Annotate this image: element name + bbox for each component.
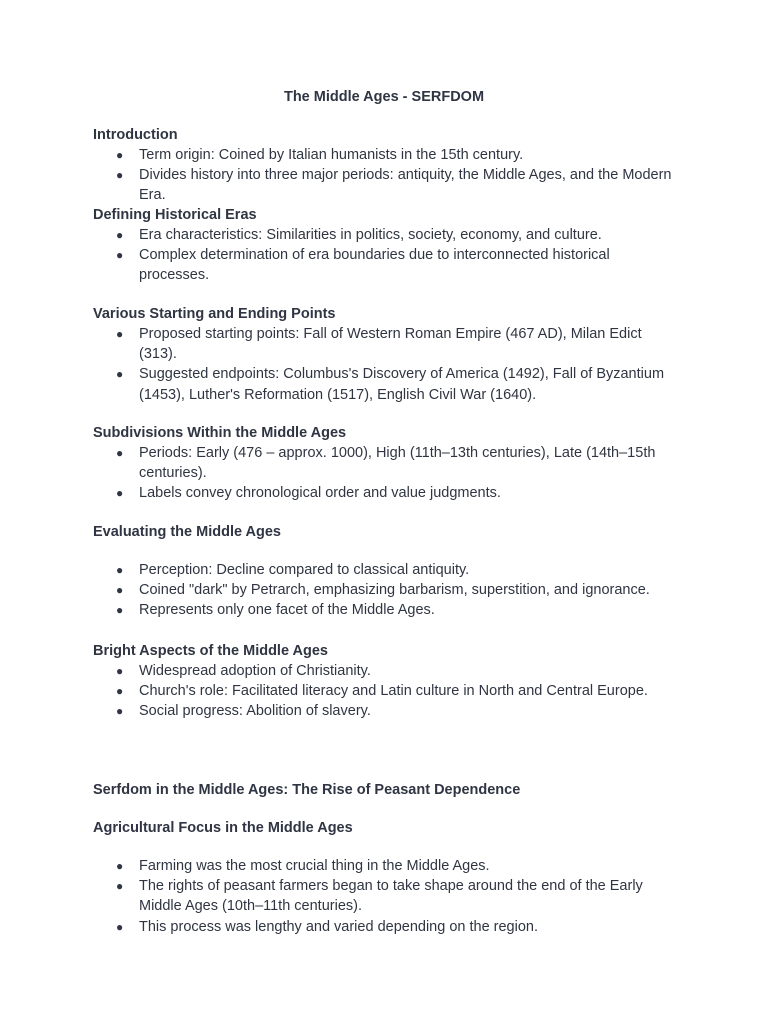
list-item xyxy=(0,876,768,916)
bullet-marker: ● xyxy=(116,664,124,678)
list-item-text: Labels convey chronological order and value judgments. xyxy=(139,485,501,502)
section-heading-introduction: Introduction xyxy=(93,127,178,143)
list-item-text: Term origin: Coined by Italian humanists in the 15th century. xyxy=(139,147,524,163)
list-item-text: This process was lengthy and varied depending on the region. xyxy=(139,918,539,935)
list-item-text: Era characteristics: Similarities in politics, society, economy, and culture. xyxy=(139,227,602,243)
bullet-marker: ● xyxy=(116,327,124,341)
list-item-text: Represents only one facet of the Middle Ages. xyxy=(139,602,435,619)
list-item xyxy=(0,145,768,165)
list-item xyxy=(0,661,768,681)
bullet-marker: ● xyxy=(116,583,124,598)
list-item xyxy=(0,483,768,503)
section-heading-serfdom: Serfdom in the Middle Ages: The Rise of Peasant Dependence xyxy=(93,782,521,798)
bullet-list-defining-eras xyxy=(0,225,768,286)
list-item xyxy=(0,917,768,937)
bullet-marker: ● xyxy=(116,859,124,873)
section-heading-start-end-points: Various Starting and Ending Points xyxy=(93,306,336,322)
section-heading-subdivisions: Subdivisions Within the Middle Ages xyxy=(93,425,347,441)
list-item xyxy=(0,324,768,364)
section-heading-bright-aspects: Bright Aspects of the Middle Ages xyxy=(93,643,328,659)
bullet-list-introduction xyxy=(0,145,768,206)
list-item xyxy=(0,580,768,600)
list-item xyxy=(0,701,768,721)
list-item xyxy=(0,245,768,285)
bullet-marker: ● xyxy=(116,919,124,934)
list-item xyxy=(0,364,768,404)
bullet-list-bright-aspects xyxy=(0,661,768,722)
bullet-marker: ● xyxy=(116,879,124,894)
list-item xyxy=(0,165,768,205)
section-heading-evaluating: Evaluating the Middle Ages xyxy=(93,524,281,540)
list-item-text: Farming was the most crucial thing in the Middle Ages. xyxy=(139,858,490,874)
list-item-text: Widespread adoption of Christianity. xyxy=(139,663,371,679)
bullet-list-start-end-points xyxy=(0,324,768,405)
list-item xyxy=(0,225,768,245)
list-item-text: The rights of peasant farmers began to take shape around the end of the Early Middle Ages (10th–11th centuries). xyxy=(139,878,643,915)
document-title: The Middle Ages - SERFDOM xyxy=(283,89,485,105)
list-item-text: Complex determination of era boundaries due to interconnected historical processes. xyxy=(139,247,610,284)
list-item-text: Coined "dark" by Petrarch, emphasizing barbarism, superstition, and ignorance. xyxy=(139,582,650,599)
list-item xyxy=(0,560,768,580)
list-item-text: Social progress: Abolition of slavery. xyxy=(139,703,371,720)
list-item xyxy=(0,600,768,620)
bullet-marker: ● xyxy=(116,704,124,719)
bullet-marker: ● xyxy=(116,367,124,382)
list-item-text: Church's role: Facilitated literacy and Latin culture in North and Central Europe. xyxy=(139,683,648,700)
list-item-text: Perception: Decline compared to classical antiquity. xyxy=(139,562,470,578)
bullet-marker: ● xyxy=(116,446,124,460)
bullet-list-agricultural-focus xyxy=(0,856,768,937)
bullet-list-subdivisions xyxy=(0,443,768,504)
bullet-marker: ● xyxy=(116,603,124,618)
section-heading-defining-eras: Defining Historical Eras xyxy=(93,207,257,223)
list-item-text: Suggested endpoints: Columbus's Discovery of America (1492), Fall of Byzantium (1453), Luther's Reformation (1517), English Civil War (1640). xyxy=(139,366,665,403)
list-item-text: Proposed starting points: Fall of Western Roman Empire (467 AD), Milan Edict (313). xyxy=(139,326,642,363)
bullet-marker: ● xyxy=(116,684,124,699)
bullet-marker: ● xyxy=(116,168,124,183)
list-item-text: Divides history into three major periods: antiquity, the Middle Ages, and the Modern Era. xyxy=(139,167,672,204)
bullet-marker: ● xyxy=(116,228,124,242)
bullet-list-evaluating xyxy=(0,560,768,621)
bullet-marker: ● xyxy=(116,148,124,162)
list-item xyxy=(0,856,768,876)
list-item xyxy=(0,681,768,701)
bullet-marker: ● xyxy=(116,248,124,263)
list-item xyxy=(0,443,768,483)
section-heading-agricultural-focus: Agricultural Focus in the Middle Ages xyxy=(93,820,353,836)
bullet-marker: ● xyxy=(116,563,124,577)
list-item-text: Periods: Early (476 – approx. 1000), High (11th–13th centuries), Late (14th–15th centuries). xyxy=(139,445,656,482)
bullet-marker: ● xyxy=(116,486,124,501)
